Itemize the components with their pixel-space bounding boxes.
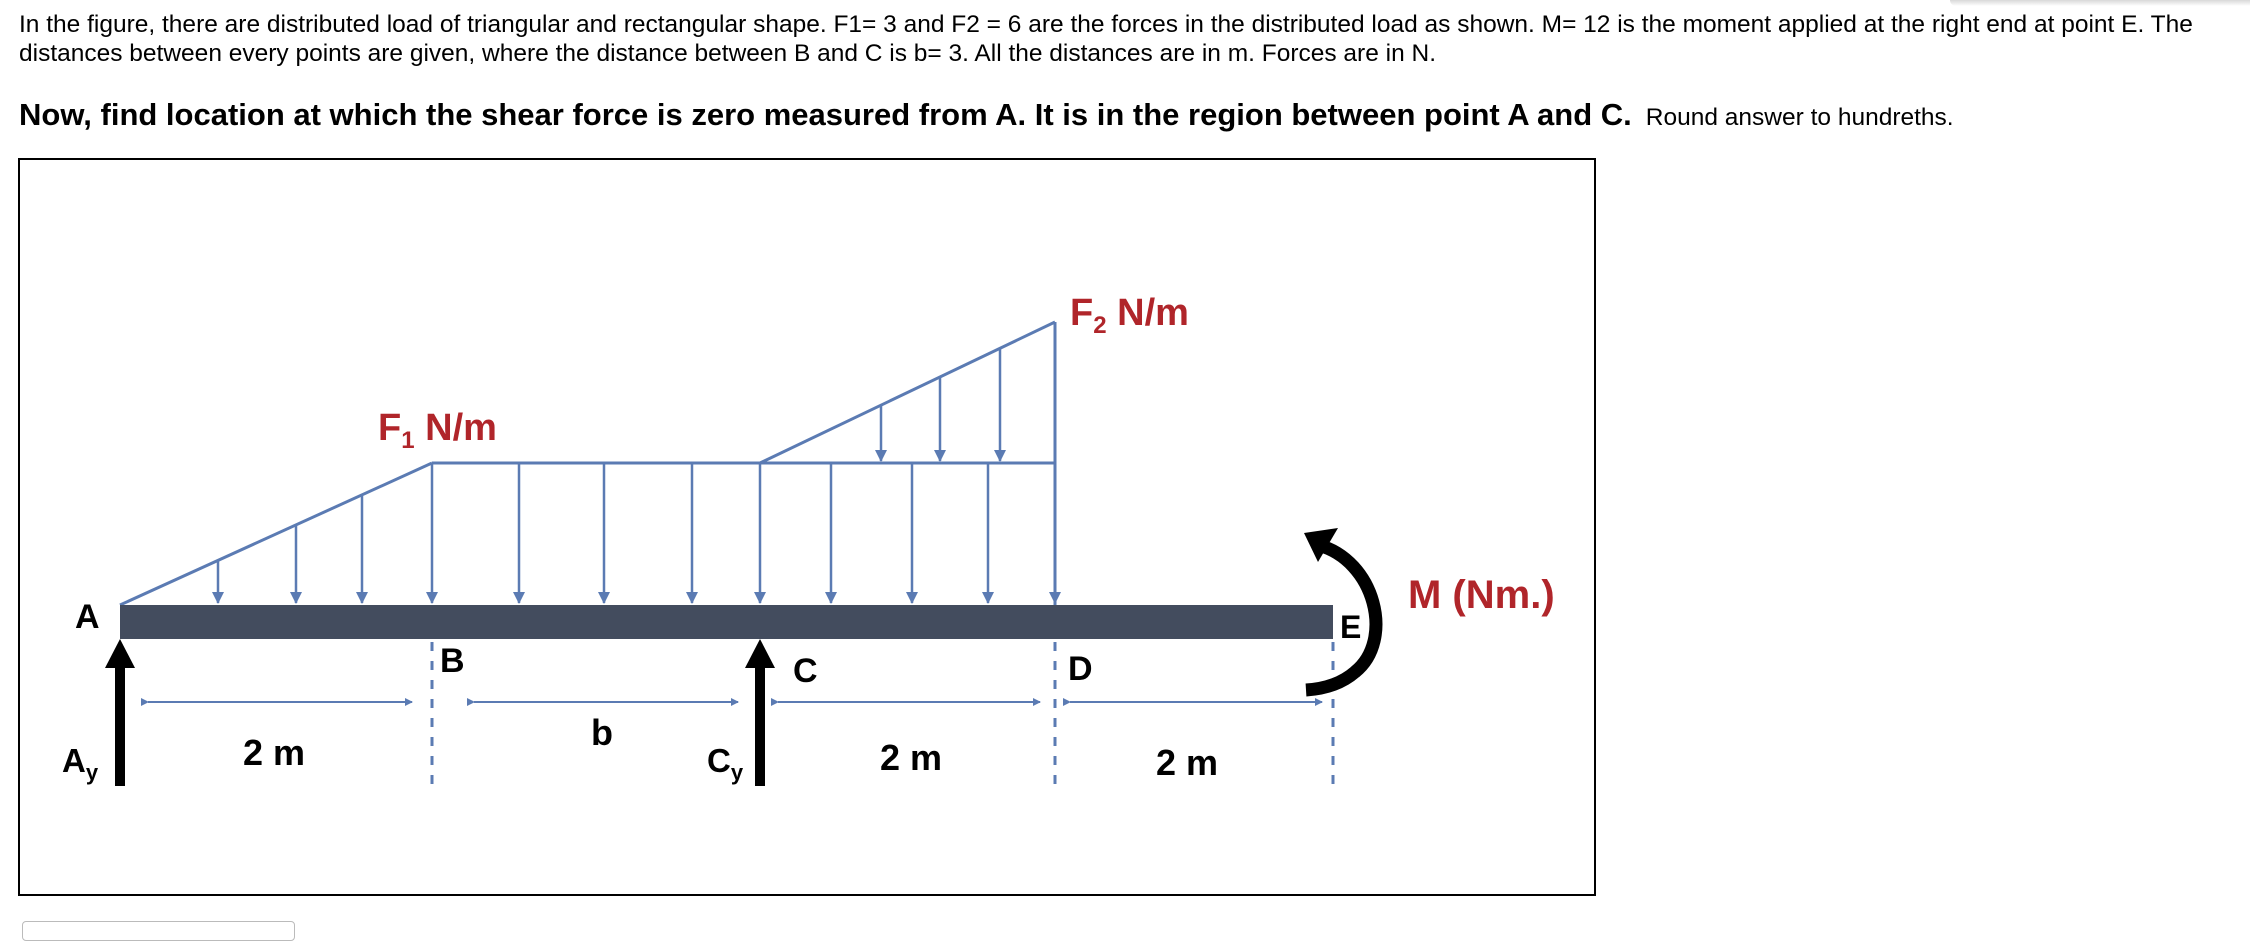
- rounding-hint: Round answer to hundreths.: [1645, 104, 1954, 131]
- point-d-label: D: [1068, 650, 1093, 688]
- dimension-de-label: 2 m: [1156, 742, 1219, 783]
- reaction-ay-label: $A_y$: [62, 742, 99, 785]
- load-arrows: [218, 330, 1055, 603]
- triangular-load-cd-outline: [760, 322, 1055, 463]
- distributed-load: [120, 322, 1055, 605]
- moment-label: M (Nm.): [1408, 573, 1555, 617]
- dimension-ab-label: 2 m: [243, 732, 306, 773]
- problem-statement: In the figure, there are distributed load of triangular and rectangular shape. F1= 3 and F2 = 6 are the forces in the distributed load as shown. M= 12 is the moment applied at the right end at point E. The distances between every points are given, where the distance between B and C is b= 3. All the distances are in m. Forces are in N.: [19, 11, 2193, 67]
- f2-label: $F_2$ N/m: [1070, 292, 1189, 339]
- point-c-label: C: [793, 652, 818, 690]
- f1-label: $F_1$ N/m: [378, 407, 497, 454]
- answer-input[interactable]: [22, 921, 295, 941]
- point-b-label: B: [440, 642, 465, 680]
- point-e-label: E: [1340, 609, 1362, 645]
- reaction-cy-arrowhead: [745, 639, 775, 668]
- beam: [120, 605, 1333, 639]
- reaction-ay-shaft: [115, 664, 125, 786]
- reaction-cy: [745, 639, 775, 786]
- reaction-cy-shaft: [755, 664, 765, 786]
- reaction-cy-label: $C_y$: [707, 742, 744, 785]
- dimension-cd-label: 2 m: [880, 737, 943, 778]
- dimension-bc-label: b: [591, 712, 613, 753]
- reaction-ay: [105, 639, 135, 786]
- point-a-label: A: [75, 598, 100, 636]
- triangular-load-ab-outline: [120, 463, 432, 605]
- reaction-ay-arrowhead: [105, 639, 135, 668]
- question-text: Now, find location at which the shear force is zero measured from A. It is in the region between point A and C.: [19, 97, 1632, 132]
